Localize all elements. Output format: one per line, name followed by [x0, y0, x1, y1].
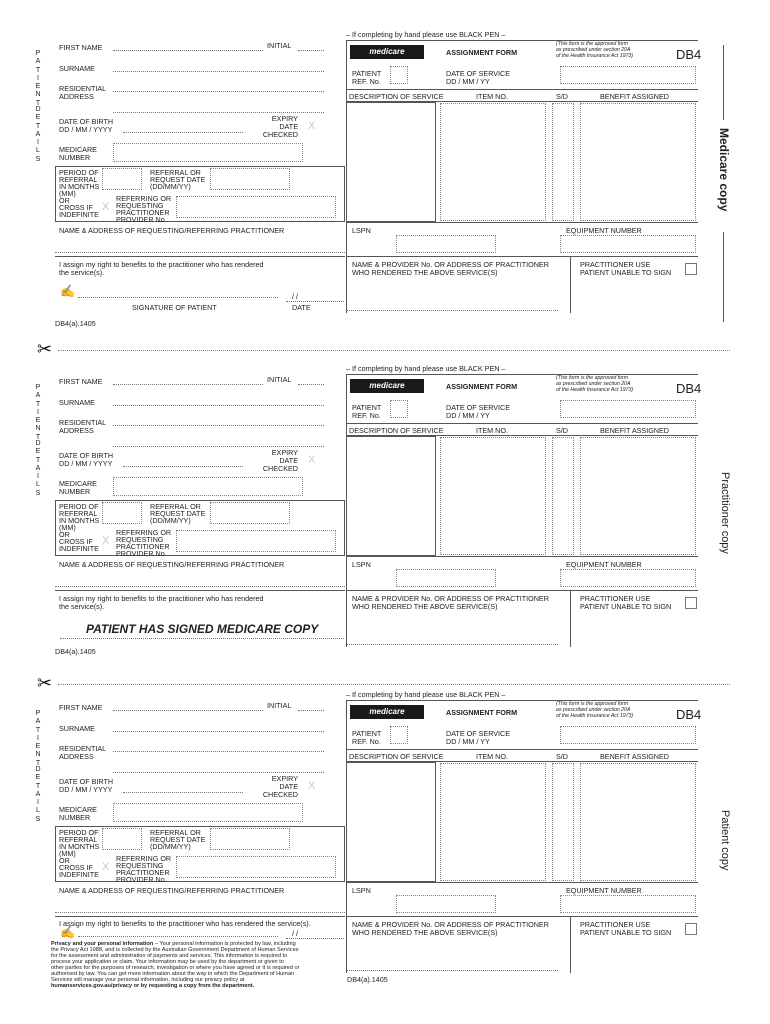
period-field[interactable] [102, 168, 142, 190]
patient-ref-label: PATIENT [352, 403, 382, 412]
assign-text-2: the service(s). [59, 268, 105, 277]
copy-label: Patient copy [719, 810, 731, 871]
initial-label: INITIAL [267, 701, 292, 710]
requesting-practitioner-field[interactable] [55, 252, 345, 253]
surname-field[interactable] [113, 731, 324, 732]
dob-field[interactable] [123, 792, 243, 793]
date-label: DATE [292, 303, 311, 312]
assign-text: I assign my right to benefits to the practitioner who has rendered [59, 594, 264, 603]
sd-header: S/D [556, 426, 568, 435]
period-label-4: (MM) [59, 523, 76, 532]
period-label: PERIOD OF [59, 168, 99, 177]
medicare-logo: medicare [350, 705, 424, 719]
expiry-date-label: DATE [279, 456, 298, 465]
description-header: DESCRIPTION OF SERVICE [349, 92, 444, 101]
form-code: DB4 [676, 707, 702, 722]
form-code: DB4 [676, 381, 702, 396]
period-label-7: INDEFINITE [59, 210, 99, 219]
first-name-label: FIRST NAME [59, 43, 103, 52]
equipment-field[interactable] [560, 569, 696, 587]
assign-text: I assign my right to benefits to the practitioner who has rendered the service(s). [59, 919, 311, 928]
requesting-practitioner-label: NAME & ADDRESS OF REQUESTING/REFERRING PRACTITIONER [59, 886, 285, 895]
pen-icon: ✍ [60, 284, 75, 298]
address-field-2[interactable] [113, 772, 324, 773]
medicare-number-label: MEDICARE [59, 479, 97, 488]
address-field-1[interactable] [113, 91, 324, 92]
provider-label: REFERRING OR [116, 854, 172, 863]
medicare-number-field[interactable] [113, 477, 303, 496]
residential-label: RESIDENTIAL [59, 84, 107, 93]
period-label-6: CROSS IF [59, 203, 93, 212]
patient-ref-label-2: REF. No. [352, 411, 381, 420]
period-label-3: IN MONTHS [59, 842, 100, 851]
rendering-provider-field[interactable] [346, 970, 558, 971]
item-no-field[interactable] [440, 103, 546, 221]
equipment-field[interactable] [560, 895, 696, 913]
equipment-field[interactable] [560, 235, 696, 253]
patient-ref-label-2: REF. No. [352, 77, 381, 86]
dob-format-label: DD / MM / YYYY [59, 785, 113, 794]
expiry-label: EXPIRY [271, 114, 298, 123]
dob-field[interactable] [123, 132, 243, 133]
details-vertical-label: D E T A I L S [35, 106, 41, 163]
period-label-2: REFERRAL [59, 835, 98, 844]
patient-ref-label-2: REF. No. [352, 737, 381, 746]
description-header: DESCRIPTION OF SERVICE [349, 426, 444, 435]
privacy-line-2: the Privacy Act 1988, and is collected by the Australian Government Department of Human Services [51, 947, 299, 953]
lspn-label: LSPN [352, 886, 371, 895]
unable-checkbox[interactable] [685, 597, 697, 609]
expiry-checkbox[interactable]: X [308, 780, 316, 792]
period-label-5: OR [59, 196, 70, 205]
first-name-label: FIRST NAME [59, 377, 103, 386]
form-ref: DB4(a).1405 [55, 647, 96, 656]
first-name-field[interactable] [113, 384, 263, 385]
form-code: DB4 [676, 47, 702, 62]
description-header: DESCRIPTION OF SERVICE [349, 752, 444, 761]
initial-field[interactable] [298, 384, 324, 385]
privacy-line-6: authorised by law. You can get more information about the way in which the Department of Human [51, 971, 295, 977]
address-field-2[interactable] [113, 112, 324, 113]
provider-label-4: PROVIDER No. [116, 875, 167, 884]
privacy-heading: Privacy and your personal information [51, 941, 154, 947]
approved-note-3: of the Health Insurance Act 1973) [556, 387, 634, 393]
lspn-field[interactable] [396, 235, 496, 253]
black-pen-note: – If completing by hand please use BLACK PEN – [346, 30, 506, 39]
provider-number-field[interactable] [176, 856, 336, 878]
medicare-number-label-2: NUMBER [59, 153, 91, 162]
item-no-header: ITEM NO. [476, 92, 508, 101]
expiry-date-label: DATE [279, 782, 298, 791]
signature-field[interactable] [78, 297, 278, 298]
rendering-provider-label: NAME & PROVIDER No. OR ADDRESS OF PRACTITIONER [352, 594, 549, 603]
surname-field[interactable] [113, 71, 324, 72]
description-field[interactable] [346, 102, 436, 222]
period-label-3: IN MONTHS [59, 182, 100, 191]
provider-label-3: PRACTITIONER [116, 542, 170, 551]
unable-label-2: PATIENT UNABLE TO SIGN [580, 928, 672, 937]
assign-text-2: the service(s). [59, 602, 105, 611]
provider-label-3: PRACTITIONER [116, 868, 170, 877]
copy-label: Medicare copy [717, 128, 731, 212]
indefinite-checkbox[interactable]: X [102, 201, 110, 213]
referral-date-label-3: (DD/MM/YY) [150, 516, 191, 525]
address-field-1[interactable] [113, 425, 324, 426]
date-of-service-field[interactable] [560, 726, 696, 744]
provider-label-3: PRACTITIONER [116, 208, 170, 217]
period-label-2: REFERRAL [59, 175, 98, 184]
date-of-service-label: DATE OF SERVICE [446, 69, 511, 78]
period-label-7: INDEFINITE [59, 870, 99, 879]
details-vertical-label: D E T A I L S [35, 766, 41, 823]
approved-note: (This form is the approved form [556, 41, 629, 47]
initial-label: INITIAL [267, 41, 292, 50]
surname-label: SURNAME [59, 398, 95, 407]
provider-label-2: REQUESTING [116, 861, 164, 870]
item-no-field[interactable] [440, 763, 546, 881]
provider-label-2: REQUESTING [116, 201, 164, 210]
benefit-field[interactable] [580, 437, 696, 555]
referral-date-label: REFERRAL OR [150, 828, 201, 837]
first-name-field[interactable] [113, 710, 263, 711]
requesting-practitioner-field[interactable] [55, 586, 345, 587]
form-ref: DB4(a).1405 [55, 319, 96, 328]
sd-header: S/D [556, 752, 568, 761]
period-label-2: REFERRAL [59, 509, 98, 518]
signature-date-field[interactable] [286, 301, 344, 302]
provider-label-4: PROVIDER No. [116, 215, 167, 224]
address-field-2[interactable] [113, 446, 324, 447]
period-label-4: (MM) [59, 189, 76, 198]
date-slashes: / / [292, 292, 298, 301]
approved-note-2: as prescribed under section 20A [556, 381, 631, 387]
approved-note-2: as prescribed under section 20A [556, 707, 631, 713]
sd-header: S/D [556, 92, 568, 101]
signature-label: SIGNATURE OF PATIENT [132, 303, 217, 312]
referral-date-label-3: (DD/MM/YY) [150, 842, 191, 851]
requesting-practitioner-field[interactable] [55, 912, 345, 913]
medicare-number-label-2: NUMBER [59, 487, 91, 496]
referral-date-field[interactable] [210, 168, 290, 190]
sd-field[interactable] [552, 437, 574, 555]
medicare-number-label: MEDICARE [59, 805, 97, 814]
address-label: ADDRESS [59, 92, 94, 101]
surname-label: SURNAME [59, 64, 95, 73]
scissors-icon: ✂ [37, 339, 53, 359]
item-no-field[interactable] [440, 437, 546, 555]
referral-date-label-2: REQUEST DATE [150, 835, 206, 844]
item-no-header: ITEM NO. [476, 752, 508, 761]
patient-copy-section [0, 660, 770, 1024]
period-label-4: (MM) [59, 849, 76, 858]
patient-ref-label: PATIENT [352, 729, 382, 738]
unable-label: PRACTITIONER USE [580, 920, 651, 929]
rendering-provider-field[interactable] [346, 310, 558, 311]
date-of-service-label-2: DD / MM / YY [446, 411, 490, 420]
rendering-provider-label: NAME & PROVIDER No. OR ADDRESS OF PRACTITIONER [352, 920, 549, 929]
privacy-line-5: other parties for the purposes of research, investigation or where you have agreed or it is required or [51, 965, 300, 971]
medicare-copy-section [0, 0, 770, 340]
date-of-service-field[interactable] [560, 400, 696, 418]
period-label-5: OR [59, 856, 70, 865]
scissors-icon: ✂ [37, 673, 53, 693]
lspn-field[interactable] [396, 569, 496, 587]
dob-format-label: DD / MM / YYYY [59, 125, 113, 134]
period-label-6: CROSS IF [59, 863, 93, 872]
rendering-provider-label: NAME & PROVIDER No. OR ADDRESS OF PRACTITIONER [352, 260, 549, 269]
patient-vertical-label: P A T I E N T [35, 50, 41, 107]
privacy-line-3: for the assessment and administration of payments and services. This information is required to [51, 953, 288, 959]
signature-date-field[interactable] [286, 938, 344, 939]
period-field[interactable] [102, 828, 142, 850]
lspn-label: LSPN [352, 560, 371, 569]
dob-field[interactable] [123, 466, 243, 467]
unable-label: PRACTITIONER USE [580, 594, 651, 603]
expiry-checked-label: CHECKED [262, 130, 298, 139]
address-label: ADDRESS [59, 752, 94, 761]
rendering-provider-field[interactable] [346, 644, 558, 645]
unable-label-2: PATIENT UNABLE TO SIGN [580, 268, 672, 277]
initial-field[interactable] [298, 50, 324, 51]
referral-date-label-2: REQUEST DATE [150, 175, 206, 184]
provider-label-4: PROVIDER No. [116, 549, 167, 558]
date-of-service-label: DATE OF SERVICE [446, 403, 511, 412]
patient-ref-field[interactable] [390, 66, 408, 84]
dob-label: DATE OF BIRTH [59, 117, 114, 126]
referral-date-label-3: (DD/MM/YY) [150, 182, 191, 191]
date-of-service-label-2: DD / MM / YY [446, 77, 490, 86]
approved-note: (This form is the approved form [556, 701, 629, 707]
first-name-label: FIRST NAME [59, 703, 103, 712]
surname-label: SURNAME [59, 724, 95, 733]
address-label: ADDRESS [59, 426, 94, 435]
provider-label: REFERRING OR [116, 194, 172, 203]
expiry-date-label: DATE [279, 122, 298, 131]
initial-label: INITIAL [267, 375, 292, 384]
lspn-field[interactable] [396, 895, 496, 913]
approved-note-3: of the Health Insurance Act 1973) [556, 53, 634, 59]
period-label-3: IN MONTHS [59, 516, 100, 525]
provider-label-2: REQUESTING [116, 535, 164, 544]
referral-date-field[interactable] [210, 502, 290, 524]
benefit-field[interactable] [580, 763, 696, 881]
approved-note-2: as prescribed under section 20A [556, 47, 631, 53]
assignment-form-title: ASSIGNMENT FORM [446, 382, 518, 391]
patient-ref-field[interactable] [390, 726, 408, 744]
benefit-field[interactable] [580, 103, 696, 221]
date-slashes: / / [292, 929, 298, 938]
privacy-line-4: process your application or claim. Your information may be used by the department or given to [51, 959, 284, 965]
rendering-provider-label-2: WHO RENDERED THE ABOVE SERVICE(S) [352, 602, 498, 611]
period-label-5: OR [59, 530, 70, 539]
medicare-number-label: MEDICARE [59, 145, 97, 154]
medicare-number-field[interactable] [113, 143, 303, 162]
black-pen-note: – If completing by hand please use BLACK PEN – [346, 364, 506, 373]
rendering-provider-label-2: WHO RENDERED THE ABOVE SERVICE(S) [352, 268, 498, 277]
patient-ref-field[interactable] [390, 400, 408, 418]
period-label-7: INDEFINITE [59, 544, 99, 553]
indefinite-checkbox[interactable]: X [102, 535, 110, 547]
patient-signed-note: PATIENT HAS SIGNED MEDICARE COPY [86, 622, 319, 636]
initial-field[interactable] [298, 710, 324, 711]
first-name-field[interactable] [113, 50, 263, 51]
unable-checkbox[interactable] [685, 923, 697, 935]
privacy-line-7: Services will manage your personal information, including our privacy policy at [51, 977, 245, 983]
requesting-practitioner-label: NAME & ADDRESS OF REQUESTING/REFERRING PRACTITIONER [59, 226, 285, 235]
sd-field[interactable] [552, 103, 574, 221]
provider-number-field[interactable] [176, 530, 336, 552]
period-label-6: CROSS IF [59, 537, 93, 546]
dob-label: DATE OF BIRTH [59, 451, 114, 460]
date-of-service-label: DATE OF SERVICE [446, 729, 511, 738]
referral-date-label: REFERRAL OR [150, 502, 201, 511]
expiry-checked-label: CHECKED [262, 790, 298, 799]
sd-field[interactable] [552, 763, 574, 881]
pen-icon: ✍ [60, 925, 75, 939]
provider-label: REFERRING OR [116, 528, 172, 537]
period-label: PERIOD OF [59, 502, 99, 511]
surname-field[interactable] [113, 405, 324, 406]
medicare-logo: medicare [350, 45, 424, 59]
equipment-label: EQUIPMENT NUMBER [566, 560, 642, 569]
dob-format-label: DD / MM / YYYY [59, 459, 113, 468]
expiry-checkbox[interactable]: X [308, 454, 316, 466]
referral-date-label: REFERRAL OR [150, 168, 201, 177]
indefinite-checkbox[interactable]: X [102, 861, 110, 873]
expiry-checkbox[interactable]: X [308, 120, 316, 132]
black-pen-note: – If completing by hand please use BLACK PEN – [346, 690, 506, 699]
residential-label: RESIDENTIAL [59, 744, 107, 753]
form-ref: DB4(a).1405 [347, 975, 388, 984]
privacy-line-1: – Your personal information is protected by law, including [153, 941, 296, 947]
assignment-form-title: ASSIGNMENT FORM [446, 708, 518, 717]
medicare-number-field[interactable] [113, 803, 303, 822]
date-of-service-label-2: DD / MM / YY [446, 737, 490, 746]
period-field[interactable] [102, 502, 142, 524]
copy-label: Practitioner copy [719, 472, 731, 554]
expiry-checked-label: CHECKED [262, 464, 298, 473]
description-field[interactable] [346, 436, 436, 556]
privacy-line-8[interactable]: humanservices.gov.au/privacy or by requesting a copy from the department. [51, 983, 255, 989]
approved-note-3: of the Health Insurance Act 1973) [556, 713, 634, 719]
unable-label: PRACTITIONER USE [580, 260, 651, 269]
signed-note-line [60, 638, 344, 639]
patient-vertical-label: P A T I E N T [35, 384, 41, 441]
equipment-label: EQUIPMENT NUMBER [566, 886, 642, 895]
medicare-logo: medicare [350, 379, 424, 393]
benefit-header: BENEFIT ASSIGNED [600, 92, 669, 101]
description-field[interactable] [346, 762, 436, 882]
medicare-number-label-2: NUMBER [59, 813, 91, 822]
unable-label-2: PATIENT UNABLE TO SIGN [580, 602, 672, 611]
assign-text: I assign my right to benefits to the practitioner who has rendered [59, 260, 264, 269]
address-field-1[interactable] [113, 751, 324, 752]
details-vertical-label: D E T A I L S [35, 440, 41, 497]
signature-field[interactable] [78, 936, 278, 937]
provider-number-field[interactable] [176, 196, 336, 218]
expiry-label: EXPIRY [271, 448, 298, 457]
dob-label: DATE OF BIRTH [59, 777, 114, 786]
benefit-header: BENEFIT ASSIGNED [600, 752, 669, 761]
expiry-label: EXPIRY [271, 774, 298, 783]
requesting-practitioner-label: NAME & ADDRESS OF REQUESTING/REFERRING PRACTITIONER [59, 560, 285, 569]
practitioner-copy-section [0, 334, 770, 664]
approved-note: (This form is the approved form [556, 375, 629, 381]
benefit-header: BENEFIT ASSIGNED [600, 426, 669, 435]
lspn-label: LSPN [352, 226, 371, 235]
patient-vertical-label: P A T I E N T [35, 710, 41, 767]
assignment-form-title: ASSIGNMENT FORM [446, 48, 518, 57]
rendering-provider-label-2: WHO RENDERED THE ABOVE SERVICE(S) [352, 928, 498, 937]
unable-checkbox[interactable] [685, 263, 697, 275]
patient-ref-label: PATIENT [352, 69, 382, 78]
item-no-header: ITEM NO. [476, 426, 508, 435]
date-of-service-field[interactable] [560, 66, 696, 84]
period-label: PERIOD OF [59, 828, 99, 837]
residential-label: RESIDENTIAL [59, 418, 107, 427]
equipment-label: EQUIPMENT NUMBER [566, 226, 642, 235]
referral-date-field[interactable] [210, 828, 290, 850]
referral-date-label-2: REQUEST DATE [150, 509, 206, 518]
